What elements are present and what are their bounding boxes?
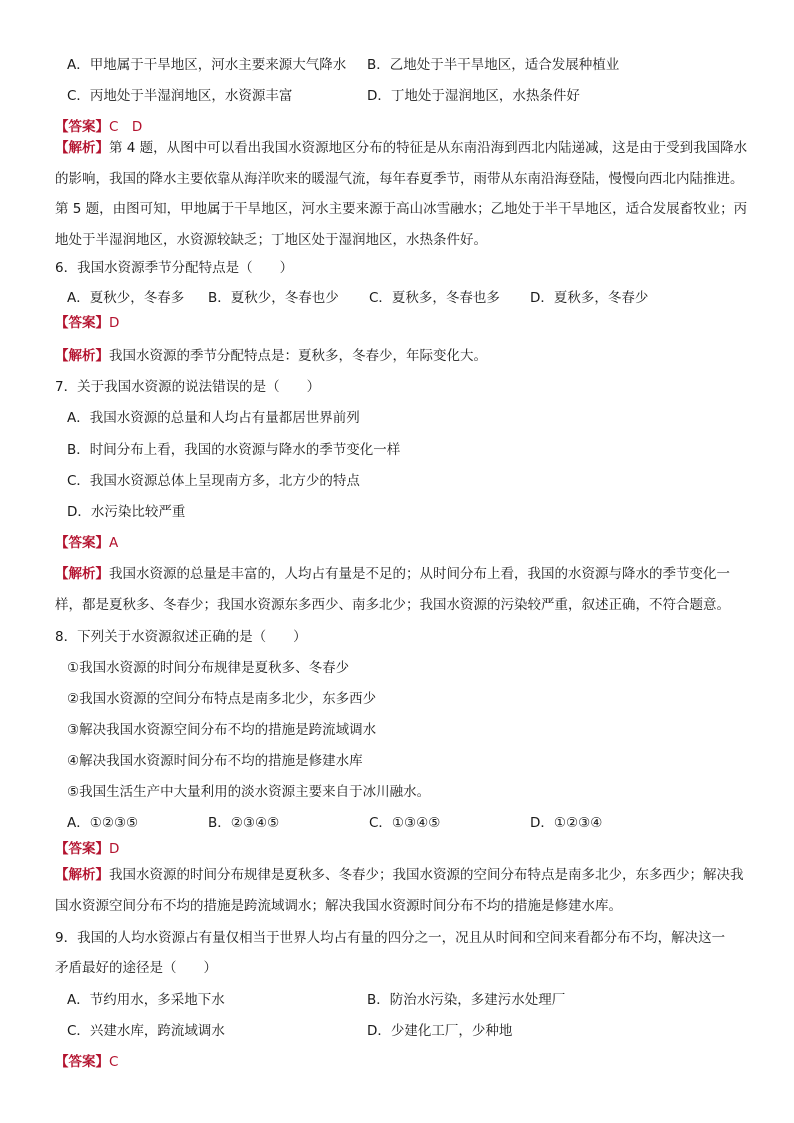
analysis-text: 我国水资源的总量是丰富的，人均占有量是不足的；从时间分布上看，我国的水资源与降水的季节变化一样，都是夏秋多、冬春少；我国水资源东多西少、南多北少；我国水资源的污染较严重，叙述正确，不符合题意。 (55, 566, 730, 613)
q6-option-b: B．夏秋少，冬春也少 (208, 290, 339, 306)
answer-value: C (109, 1054, 119, 1070)
q5-analysis (55, 133, 755, 255)
q7-option-a: A．我国水资源的总量和人均占有量都居世界前列 (67, 410, 360, 426)
answer-value: A (109, 535, 119, 551)
q8-statement: ③解决我国水资源空间分布不均的措施是跨流域调水 (67, 722, 377, 738)
q9-option-b: B．防治水污染，多建污水处理厂 (367, 992, 566, 1008)
q5-option-d: D．丁地处于湿润地区，水热条件好 (367, 88, 580, 104)
q8-statement: ②我国水资源的空间分布特点是南多北少，东多西少 (67, 691, 377, 707)
q8-option-d: D．①②③④ (530, 815, 603, 831)
analysis-text: 第 4 题，从图中可以看出我国水资源地区分布的特征是从东南沿海到西北内陆递减，这是由于受到我国降水的影响，我国的降水主要依靠从海洋吹来的暖湿气流，每年春夏季节，雨带从东南沿海登陆，慢慢向西北内陆推进。第 5 题，由图可知，甲地属于干旱地区，河水主要来源于高山冰雪融水；乙地处于半干旱地区，适合发展畜牧业；丙地处于半湿润地区，水资源较缺乏；丁地区处于湿润地区，水热条件好。 (55, 140, 748, 248)
q7-stem: 7．关于我国水资源的说法错误的是（ ） (55, 379, 321, 395)
q8-statement: ①我国水资源的时间分布规律是夏秋多、冬春少 (67, 660, 350, 676)
q8-option-a: A．①②③⑤ (67, 815, 139, 831)
analysis-label: 【解析】 (55, 140, 109, 156)
q8-option-b: B．②③④⑤ (208, 815, 280, 831)
analysis-label: 【解析】 (55, 867, 109, 883)
answer-label: 【答案】 (55, 119, 109, 135)
answer-label: 【答案】 (55, 841, 109, 857)
q9-option-a: A．节约用水，多采地下水 (67, 992, 225, 1008)
analysis-text: 我国水资源的时间分布规律是夏秋多、冬春少；我国水资源的空间分布特点是南多北少，东多西少；解决我国水资源空间分布不均的措施是跨流域调水；解决我国水资源时间分布不均的措施是修建水库。 (55, 867, 744, 914)
q6-answer (55, 313, 119, 333)
q8-statement: ④解决我国水资源时间分布不均的措施是修建水库 (67, 753, 363, 769)
q7-option-d: D．水污染比较严重 (67, 504, 186, 520)
answer-value: C D (109, 119, 143, 135)
q7-analysis (55, 559, 755, 620)
q9-stem-continued: 矛盾最好的途径是（ ） (55, 960, 217, 976)
q8-option-c: C．①③④⑤ (369, 815, 441, 831)
q5-option-c: C．丙地处于半湿润地区，水资源丰富 (67, 88, 293, 104)
analysis-label: 【解析】 (55, 348, 109, 364)
q5-option-a: A．甲地属于干旱地区，河水主要来源大气降水 (67, 57, 347, 73)
q7-option-b: B．时间分布上看，我国的水资源与降水的季节变化一样 (67, 442, 401, 458)
q8-analysis (55, 860, 755, 921)
answer-label: 【答案】 (55, 1054, 109, 1070)
q8-answer (55, 839, 119, 859)
q9-option-d: D．少建化工厂，少种地 (367, 1023, 513, 1039)
answer-value: D (109, 841, 120, 857)
answer-value: D (109, 315, 120, 331)
answer-label: 【答案】 (55, 535, 109, 551)
analysis-text: 我国水资源的季节分配特点是：夏秋多，冬春少，年际变化大。 (109, 348, 487, 364)
q6-option-a: A．夏秋少，冬春多 (67, 290, 185, 306)
q5-option-b: B．乙地处于半干旱地区，适合发展种植业 (367, 57, 620, 73)
q9-option-c: C．兴建水库，跨流域调水 (67, 1023, 225, 1039)
q9-answer (55, 1052, 118, 1072)
q6-option-c: C．夏秋多，冬春也多 (369, 290, 500, 306)
q6-analysis (55, 346, 487, 366)
q6-stem: 6．我国水资源季节分配特点是（ ） (55, 260, 294, 276)
q8-stem: 8．下列关于水资源叙述正确的是（ ） (55, 629, 307, 645)
q7-answer (55, 533, 118, 553)
q9-stem: 9．我国的人均水资源占有量仅相当于世界人均占有量的四分之一，况且从时间和空间来看都分布不均，解决这一 (55, 930, 726, 946)
analysis-label: 【解析】 (55, 566, 109, 582)
q7-option-c: C．我国水资源总体上呈现南方多，北方少的特点 (67, 473, 360, 489)
q8-statement: ⑤我国生活生产中大量利用的淡水资源主要来自于冰川融水。 (67, 784, 431, 800)
answer-label: 【答案】 (55, 315, 109, 331)
q6-option-d: D．夏秋多，冬春少 (530, 290, 649, 306)
